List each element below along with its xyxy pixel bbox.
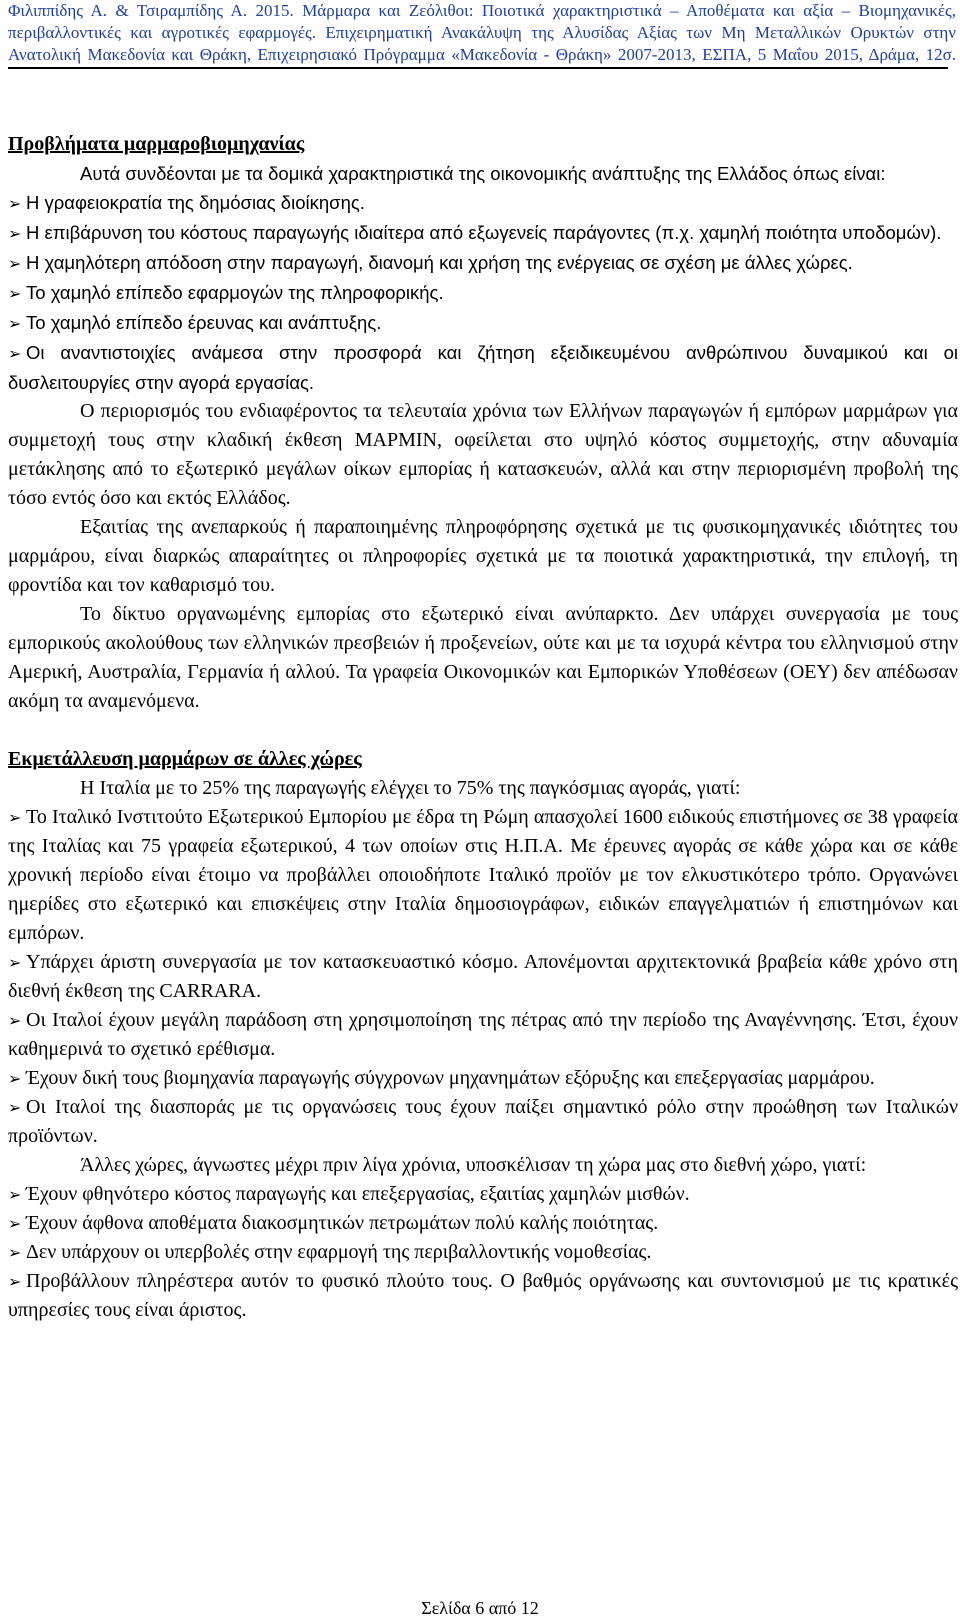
list-item: ➢ Η χαμηλότερη απόδοση στην παραγωγή, διανομή και χρήση της ενέργειας σε σχέση με άλλες χώρες. (8, 248, 958, 278)
spacer (8, 716, 958, 745)
arrowhead-bullet-icon: ➢ (8, 314, 22, 333)
list-item: ➢ Υπάρχει άριστη συνεργασία με τον κατασκευαστικό κόσμο. Απονέμονται αρχιτεκτονικά βραβεία κάθε χρόνο στη διεθνή έκθεση της CARRARA. (8, 948, 958, 1006)
arrowhead-bullet-icon: ➢ (8, 1243, 22, 1262)
arrowhead-bullet-icon: ➢ (8, 808, 22, 827)
list-item: ➢ Προβάλλουν πληρέστερα αυτόν το φυσικό πλούτο τους. Ο βαθμός οργάνωσης και συντονισμού με τις κρατικές υπηρεσίες τους είναι άριστος. (8, 1267, 958, 1325)
arrowhead-bullet-icon: ➢ (8, 344, 22, 363)
arrowhead-bullet-icon: ➢ (8, 953, 22, 972)
arrowhead-bullet-icon: ➢ (8, 1185, 22, 1204)
arrowhead-bullet-icon: ➢ (8, 284, 22, 303)
paragraph-marmin-exhibition: Ο περιορισμός του ενδιαφέροντος τα τελευταία χρόνια των Ελλήνων παραγωγών ή εμπόρων μαρμάρων για συμμετοχή τους στην κλαδική έκθεση ΜΑΡΜΙΝ, οφείλεται στο υψηλό κόστος συμμετοχής, στην αδυναμία μετάκλησης από το εξωτερικό μεγάλων οίκων εμπορίας ή κατασκευών, αλλά και στην περιορισμένη προβολή της τόσο εντός όσο και εκτός Ελλάδος. (8, 400, 958, 509)
list-item: ➢ Δεν υπάρχουν οι υπερβολές στην εφαρμογή της περιβαλλοντικής νομοθεσίας. (8, 1238, 958, 1267)
arrowhead-bullet-icon: ➢ (8, 194, 22, 213)
page-number-text: Σελίδα 6 από 12 (421, 1598, 539, 1618)
list-item: ➢ Οι Ιταλοί έχουν μεγάλη παράδοση στη χρησιμοποίηση της πέτρας από την περίοδο της Αναγέννησης. Έτσι, έχουν καθημερινά το σχετικό ερέθισμα. (8, 1006, 958, 1064)
list-item: ➢ Το Ιταλικό Ινστιτούτο Εξωτερικού Εμπορίου με έδρα τη Ρώμη απασχολεί 1600 ειδικούς επιστήμονες σε 38 γραφεία της Ιταλίας και 75 γραφεία εξωτερικού, 4 των οποίων στις Η.Π.Α. Με έρευνες αγοράς σε κάθε χώρα και σε κάθε χρονική περίοδο είναι έτοιμο να προβάλλει οποιοδήποτε Ιταλικό προϊόν με τον ελκυστικότερο τρόπο. Οργανώνει ημερίδες στο εξωτερικό και επισκέψεις στην Ιταλία δημοσιογράφων, ειδικών επαγγελματιών ή επιστημόνων και εμπόρων. (8, 803, 958, 948)
section1-intro: Αυτά συνδέονται με τα δομικά χαρακτηριστικά της οικονομικής ανάπτυξης της Ελλάδος όπως είναι: (80, 163, 886, 184)
list-item: ➢ Έχουν άφθονα αποθέματα διακοσμητικών πετρωμάτων πολύ καλής ποιότητας. (8, 1209, 958, 1238)
list-item: ➢ Η επιβάρυνση του κόστους παραγωγής ιδιαίτερα από εξωγενείς παράγοντες (π.χ. χαμηλή ποιότητα υποδομών). (8, 218, 958, 248)
arrowhead-bullet-icon: ➢ (8, 1069, 22, 1088)
arrowhead-bullet-icon: ➢ (8, 1214, 22, 1233)
arrowhead-bullet-icon: ➢ (8, 1011, 22, 1030)
paragraph-information: Εξαιτίας της ανεπαρκούς ή παραποιημένης πληροφόρησης σχετικά με τις φυσικομηχανικές ιδιότητες του μαρμάρου, είναι διαρκώς απαραίτητες οι πληροφορίες σχετικά με τα ποιοτικά χαρακτηριστικά, την επιλογή, τη φροντίδα και τον καθαρισμό του. (8, 516, 958, 596)
header-divider (8, 67, 948, 69)
section2-intro: Η Ιταλία με το 25% της παραγωγής ελέγχει το 75% της παγκόσμιας αγοράς, γιατί: (80, 777, 741, 799)
list-item: ➢ Οι αναντιστοιχίες ανάμεσα στην προσφορά και ζήτηση εξειδικευμένου ανθρώπινου δυναμικού και οι δυσλειτουργίες στην αγορά εργασίας. (8, 338, 958, 397)
list-item: ➢ Το χαμηλό επίπεδο εφαρμογών της πληροφορικής. (8, 278, 958, 308)
arrowhead-bullet-icon: ➢ (8, 254, 22, 273)
section-title-marble-exploitation-abroad: Εκμετάλλευση μαρμάρων σε άλλες χώρες (8, 748, 362, 770)
arrowhead-bullet-icon: ➢ (8, 1272, 22, 1291)
paragraph-trade-network: Το δίκτυο οργανωμένης εμπορίας στο εξωτερικό είναι ανύπαρκτο. Δεν υπάρχει συνεργασία με τους εμπορικούς ακολούθους των ελληνικών πρεσβειών ή προξενείων, ούτε και με τα ισχυρά κέντρα του ελληνισμού στην Αμερική, Αυστραλία, Γερμανία ή αλλού. Τα γραφεία Οικονομικών και Εμπορικών Υποθέσεων (ΟΕΥ) δεν απέδωσαν ακόμη τα αναμενόμενα. (8, 603, 958, 712)
list-item: ➢ Το χαμηλό επίπεδο έρευνας και ανάπτυξης. (8, 308, 958, 338)
list-item: ➢ Έχουν φθηνότερο κόστος παραγωγής και επεξεργασίας, εξαιτίας χαμηλών μισθών. (8, 1180, 958, 1209)
list-item: ➢ Έχουν δική τους βιομηχανία παραγωγής σύγχρονων μηχανημάτων εξόρυξης και επεξεργασίας μαρμάρου. (8, 1064, 958, 1093)
list-item: ➢ Η γραφειοκρατία της δημόσιας διοίκησης. (8, 188, 958, 218)
arrowhead-bullet-icon: ➢ (8, 1098, 22, 1117)
list-item: ➢ Οι Ιταλοί της διασποράς με τις οργανώσεις τους έχουν παίξει σημαντικό ρόλο στην προώθηση των Ιταλικών προϊόντων. (8, 1093, 958, 1151)
citation-header (8, 0, 956, 66)
citation-text: Φιλιππίδης Α. & Τσιραμπίδης Α. 2015. Μάρμαρα και Ζεόλιθοι: Ποιοτικά χαρακτηριστικά – Αποθέματα και αξία – Βιομηχανικές, περιβαλλοντικές και αγροτικές εφαρμογές. Επιχειρηματική Ανακάλυψη της Αλυσίδας Αξίας των Μη Μεταλλικών Ορυκτών στην Ανατολική Μακεδονία και Θράκη, Επιχειρησιακό Πρόγραμμα «Μακεδονία - Θράκη» 2007-2013, ΕΣΠΑ, 5 Μαΐου 2015, Δράμα, 12σ. (8, 1, 956, 64)
arrowhead-bullet-icon: ➢ (8, 224, 22, 243)
document-body (8, 130, 958, 1325)
section-title-marble-industry-problems: Προβλήματα μαρμαροβιομηχανίας (8, 133, 305, 155)
page-number (0, 1598, 960, 1619)
section2-intro-other-countries: Άλλες χώρες, άγνωστες μέχρι πριν λίγα χρόνια, υποσκέλισαν τη χώρα μας στο διεθνή χώρο, γιατί: (80, 1154, 867, 1176)
